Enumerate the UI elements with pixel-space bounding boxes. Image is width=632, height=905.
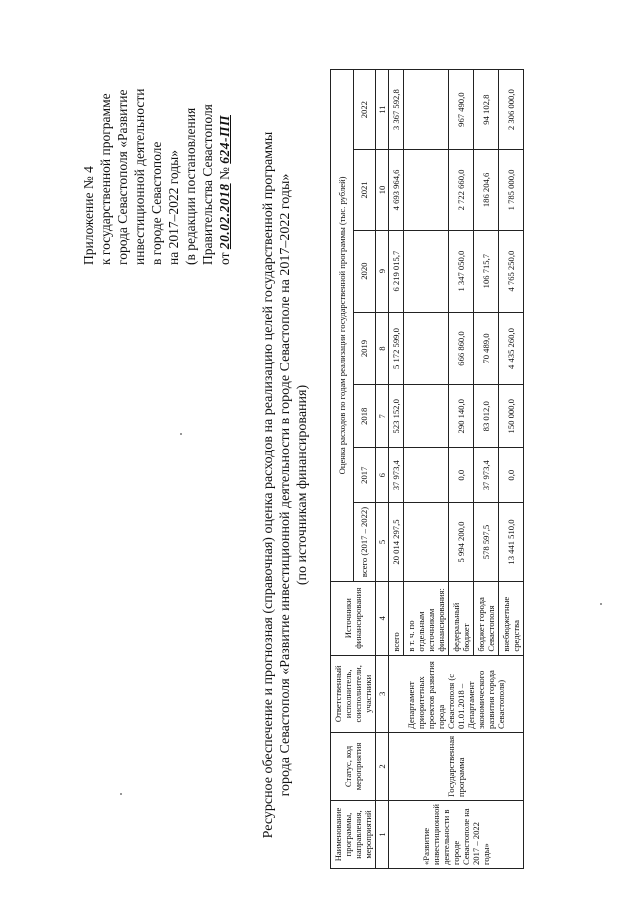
- title-line-3: (по источникам финансирования): [295, 384, 310, 586]
- value-cell: 70 489,0: [474, 312, 499, 385]
- value-cell: [404, 150, 449, 230]
- source-cell: федеральный бюджет: [449, 581, 474, 655]
- appendix-line: на 2017–2022 годы»: [166, 150, 181, 265]
- value-cell: 4 693 964,6: [389, 150, 404, 230]
- appendix-block: [80, 25, 233, 265]
- value-cell: 290 140,0: [449, 385, 474, 448]
- value-cell: [404, 312, 449, 385]
- scan-speck: [600, 603, 602, 605]
- header-2021: 2021: [353, 150, 376, 230]
- value-cell: 150 000,0: [499, 385, 524, 448]
- value-cell: [404, 448, 449, 503]
- header-2018: 2018: [353, 385, 376, 448]
- header-2022: 2022: [353, 70, 376, 150]
- value-cell: 1 347 050,0: [449, 230, 474, 312]
- value-cell: 4 435 260,0: [499, 312, 524, 385]
- value-cell: 967 490,0: [449, 70, 474, 150]
- header-name: Наименование программы, направления, мероприятий: [331, 801, 376, 869]
- index-cell: 3: [376, 655, 389, 732]
- appendix-date-line: [216, 25, 233, 265]
- handwritten-date: 20.02.2018: [217, 183, 232, 250]
- header-2019: 2019: [353, 312, 376, 385]
- value-cell: 4 765 250,0: [499, 230, 524, 312]
- program-responsible-cell: Департамент приоритетных проектов развития города Севастополя (с 01.01.2018 – Департамент экономического развития города Севастополя): [389, 655, 524, 732]
- header-2020: 2020: [353, 230, 376, 312]
- source-cell: в т. ч. по отдельным источникам финансирования:: [404, 581, 449, 655]
- value-cell: 5 994 200,0: [449, 503, 474, 582]
- appendix-line: города Севастополя «Развитие: [115, 89, 130, 265]
- value-cell: 523 152,0: [389, 385, 404, 448]
- value-cell: 3 367 592,8: [389, 70, 404, 150]
- appendix-line: к государственной программе: [98, 93, 113, 265]
- index-cell: 4: [376, 581, 389, 655]
- value-cell: 666 860,0: [449, 312, 474, 385]
- value-cell: 186 204,6: [474, 150, 499, 230]
- value-cell: 94 102,8: [474, 70, 499, 150]
- title-line-2: города Севастополя «Развитие инвестиционной деятельности в городе Севастополе на 2017–2022 годы»: [278, 173, 293, 797]
- value-cell: 13 441 510,0: [499, 503, 524, 582]
- header-status: Статус, код мероприятия: [331, 732, 376, 800]
- value-cell: 37 973,4: [474, 448, 499, 503]
- program-name-cell: «Развитие инвестиционной деятельности в городе Севастополе на 2017 – 2022 годы»: [389, 801, 524, 869]
- value-cell: 2 722 660,0: [449, 150, 474, 230]
- source-cell: всего: [389, 581, 404, 655]
- appendix-line: инвестиционной деятельности: [132, 88, 147, 265]
- value-cell: 5 172 599,0: [389, 312, 404, 385]
- value-cell: 37 973,4: [389, 448, 404, 503]
- index-cell: 9: [376, 230, 389, 312]
- appendix-line: Правительства Севастополя: [200, 104, 215, 265]
- scan-speck: [120, 793, 122, 795]
- value-cell: [404, 70, 449, 150]
- appendix-line: (в редакции постановления: [183, 107, 198, 265]
- value-cell: 2 306 000,0: [499, 70, 524, 150]
- value-cell: 0,0: [499, 448, 524, 503]
- index-cell: 11: [376, 70, 389, 150]
- value-cell: 0,0: [449, 448, 474, 503]
- index-cell: 2: [376, 732, 389, 800]
- index-cell: 10: [376, 150, 389, 230]
- table-row: [389, 70, 404, 869]
- value-cell: 20 014 297,5: [389, 503, 404, 582]
- value-cell: 83 012,0: [474, 385, 499, 448]
- title-line-1: Ресурсное обеспечение и прогнозная (справочная) оценка расходов на реализацию целей государственной программы: [261, 131, 276, 839]
- value-cell: [404, 385, 449, 448]
- header-sources: Источники финансирования: [331, 581, 376, 655]
- header-2017: 2017: [353, 448, 376, 503]
- index-cell: 8: [376, 312, 389, 385]
- program-status-cell: Государственная программа: [389, 732, 524, 800]
- value-cell: [404, 503, 449, 582]
- value-cell: 578 597,5: [474, 503, 499, 582]
- column-index-row: [376, 70, 389, 869]
- value-cell: 6 219 015,7: [389, 230, 404, 312]
- scan-speck: [180, 433, 182, 435]
- source-cell: внебюджетные средства: [499, 581, 524, 655]
- source-cell: бюджет города Севастополя: [474, 581, 499, 655]
- handwritten-number: 624-ПП: [217, 115, 232, 164]
- appendix-line: в городе Севастополе: [149, 141, 164, 265]
- header-total: всего (2017 – 2022): [353, 503, 376, 582]
- value-cell: 1 785 000,0: [499, 150, 524, 230]
- index-cell: 7: [376, 385, 389, 448]
- number-prefix: №: [217, 167, 232, 181]
- appendix-line: Приложение № 4: [81, 166, 96, 265]
- index-cell: 6: [376, 448, 389, 503]
- index-cell: 1: [376, 801, 389, 869]
- value-cell: [404, 230, 449, 312]
- document-title: [260, 95, 311, 875]
- header-estimate-group: Оценка расходов по годам реализации государственной программы (тыс. рублей): [331, 70, 354, 582]
- value-cell: 106 715,7: [474, 230, 499, 312]
- index-cell: 5: [376, 503, 389, 582]
- date-prefix: от: [217, 252, 232, 265]
- resource-table: [330, 69, 524, 869]
- header-responsible: Ответственный исполнитель, соисполнители, участники: [331, 655, 376, 732]
